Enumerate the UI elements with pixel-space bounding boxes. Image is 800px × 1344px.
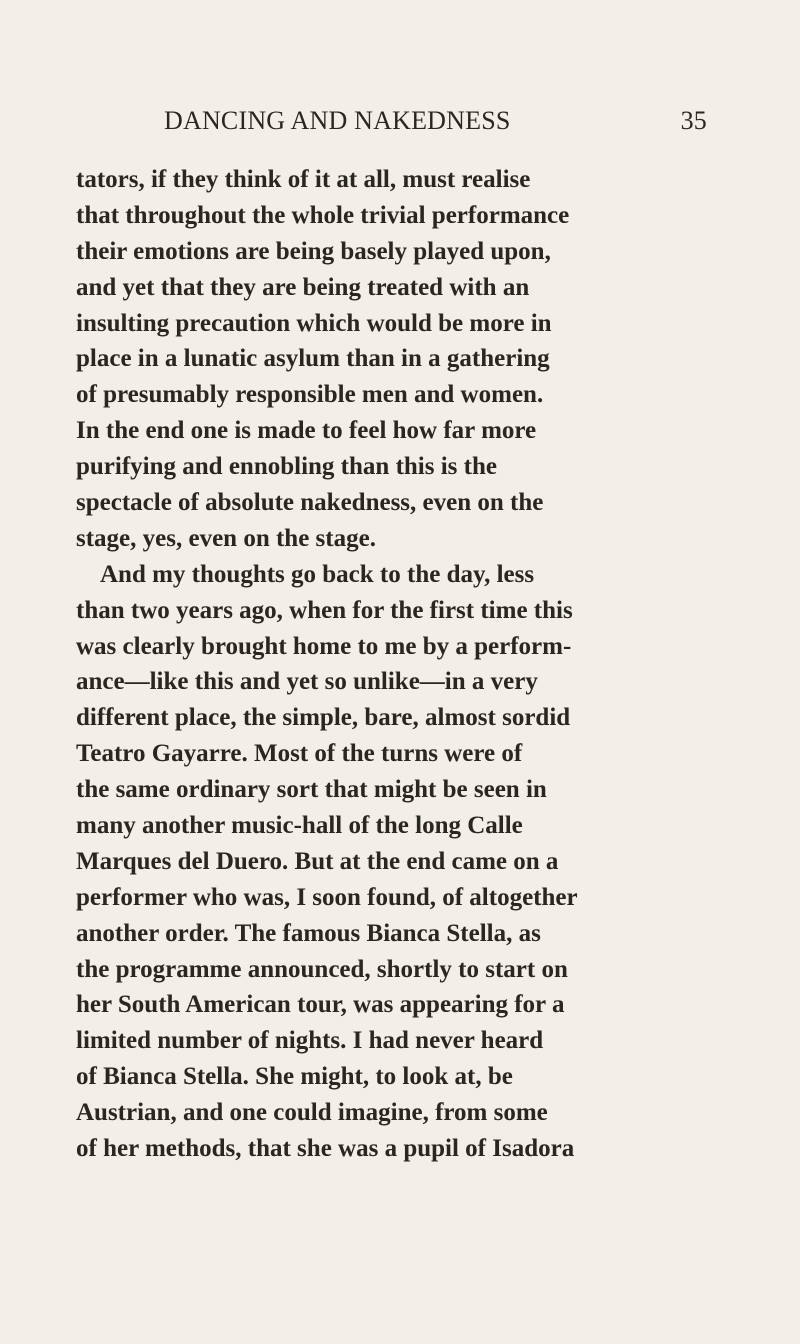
text-line: was clearly brought home to me by a perform-	[76, 632, 572, 660]
text-line: performer who was, I soon found, of altogether	[76, 883, 578, 911]
text-line: and yet that they are being treated with an	[76, 273, 530, 301]
text-line: insulting precaution which would be more in	[76, 309, 552, 337]
text-line: stage, yes, even on the stage.	[76, 524, 376, 552]
running-title: DANCING AND NAKEDNESS	[164, 106, 511, 135]
text-line: another order. The famous Bianca Stella, as	[76, 919, 541, 947]
text-line: of her methods, that she was a pupil of Isadora	[76, 1135, 575, 1163]
text-line: tators, if they think of it at all, must realise	[76, 166, 531, 193]
body-text	[76, 162, 719, 1167]
text-line: different place, the simple, bare, almost sordid	[76, 704, 571, 732]
text-line: spectacle of absolute nakedness, even on the	[76, 489, 544, 517]
text-line: that throughout the whole trivial performance	[76, 201, 570, 229]
text-line: Teatro Gayarre. Most of the turns were of	[76, 740, 523, 768]
text-line: than two years ago, when for the first time this	[76, 596, 573, 624]
text-line: place in a lunatic asylum than in a gathering	[76, 345, 550, 373]
text-line: the same ordinary sort that might be seen in	[76, 776, 547, 804]
text-line: And my thoughts go back to the day, less	[100, 560, 535, 588]
text-line: purifying and ennobling than this is the	[76, 453, 497, 481]
text-line: ance—like this and yet so unlike—in a very	[76, 668, 538, 696]
text-line: of Bianca Stella. She might, to look at, be	[76, 1063, 513, 1091]
text-line: their emotions are being basely played upon,	[76, 237, 551, 265]
text-line: limited number of nights. I had never heard	[76, 1027, 544, 1055]
text-line: of presumably responsible men and women.	[76, 381, 544, 409]
text-line: the programme announced, shortly to start on	[76, 955, 568, 983]
text-line: Austrian, and one could imagine, from some	[76, 1099, 548, 1127]
text-line: many another music-hall of the long Calle	[76, 812, 523, 840]
text-line: In the end one is made to feel how far more	[76, 417, 537, 445]
running-head	[76, 106, 720, 146]
page-number: 35	[680, 106, 707, 135]
text-line: her South American tour, was appearing for a	[76, 991, 565, 1019]
text-line: Marques del Duero. But at the end came on a	[76, 847, 559, 875]
